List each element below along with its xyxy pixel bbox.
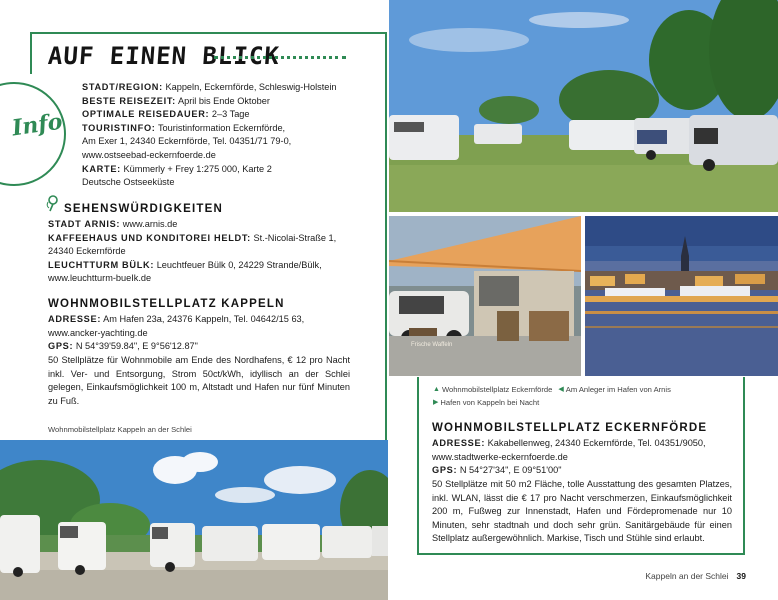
caption-arnis: Am Anleger im Hafen von Arnis [565,385,671,394]
overview-line: TOURISTINFO: Touristinformation Eckernförde, [82,122,286,133]
overview-line: Am Exer 1, 24340 Eckernförde, Tel. 04351/71 79-0, [82,136,292,147]
page-footer [645,571,746,581]
kappeln-block [48,313,348,354]
page-title: AUF EINEN BLICK [47,42,281,70]
eckernfoerde-description: 50 Stellplätze mit 50 m2 Fläche, tolle Ausstattung des gesamten Platzes, inkl. WLAN, lässt die € 17 pro Nacht verschmerzen, Einkaufsmöglichkeit 200 m, Fußweg zur Innenstadt, Hafen und Fördepromenade nur 10 Minuten, sehr stadtnah und doch sehr grün. Sanitärgebäude für einen Stellplatz außergewöhnlich. Markise, Tisch und Stühle sind erlaubt. [432,479,732,544]
sights-line: www.leuchtturm-bueIk.de [48,273,152,284]
sights-line: KAFFEEHAUS UND KONDITOREI HELDT: St.-Nicolai-Straße 1, [48,232,337,243]
sights-heading: SEHENSWÜRDIGKEITEN [64,203,223,215]
caption-kappeln-nacht: Hafen von Kappeln bei Nacht [440,398,540,407]
sights-line: STADT ARNIS: www.arnis.de [48,219,178,229]
kiosk-sign-text: Frische Waffeln [411,342,453,348]
overview-line: BESTE REISEZEIT: April bis Ende Oktober [82,95,270,106]
eckernfoerde-line: www.stadtwerke-eckernfoerde.de [432,451,568,462]
triangle-left-icon: ◀ [558,386,564,393]
triangle-right-icon: ▶ [433,399,439,406]
frame-top-line [30,32,387,34]
photo-eckernfoerde-stellplatz [389,0,778,212]
kappeln-photo-caption: Wohnmobilstellplatz Kappeln an der Schlei [48,425,192,434]
overview-block [82,81,382,190]
caption-eckernfoerde: Wohnmobilstellplatz Eckernförde [441,385,553,394]
overview-line: KARTE: Kümmerly + Frey 1:275 000, Karte 2 [82,163,272,174]
kappeln-heading: WOHNMOBILSTELLPLATZ KAPPELN [48,298,285,310]
sights-line: 24340 Eckernförde [48,246,126,257]
photo-kappeln-nacht [585,216,778,376]
title-dotted-rule [214,56,346,59]
kappeln-description: 50 Stellplätze für Wohnmobile am Ende des Nordhafens, € 12 pro Nacht inkl. Ver- und Entsorgung, Strom 50ct/kWh, idyllisch an der Schlei gelegen, Einkaufsmöglichkeit 100 m, Altstadt und Hafen nur fünf Minuten zu Fuß. [48,355,350,406]
photo-arnis-anleger [389,216,581,376]
sights-line: LEUCHTTURM BÜLK: Leuchtfeuer Bülk 0, 24229 Strande/Bülk, [48,259,322,270]
overview-line: OPTIMALE REISEDAUER: 2–3 Tage [82,109,250,120]
eckernfoerde-line: GPS: N 54°27'34", E 09°51'00" [432,465,562,476]
overview-line: STADT/REGION: Kappeln, Eckernförde, Schleswig-Holstein [82,82,337,92]
photo-kappeln-stellplatz [0,440,388,600]
overview-line: www.ostseebad-eckernfoerde.de [82,149,216,160]
frame-left-line [30,32,32,74]
eckernfoerde-block [432,437,742,478]
info-badge-label: Info [10,108,65,142]
kappeln-line: GPS: N 54°39'59.84", E 9°56'12.87" [48,341,198,352]
photo-captions [433,383,763,409]
pin-icon [45,194,61,212]
kappeln-line: www.ancker-yachting.de [48,327,148,338]
eckernfoerde-line: ADRESSE: Kakabellenweg, 24340 Eckernförde, Tel. 04351/9050, [432,438,706,448]
sights-block [48,218,378,286]
frame-right-line [385,32,387,440]
triangle-up-icon: ▲ [433,386,440,393]
page-number: 39 [736,571,746,581]
kappeln-line: ADRESSE: Am Hafen 23a, 24376 Kappeln, Tel. 04642/15 63, [48,314,305,324]
running-title: Kappeln an der Schlei [645,571,729,581]
eckernfoerde-heading: WOHNMOBILSTELLPLATZ ECKERNFÖRDE [432,422,708,434]
frame-inner-bottom-line [417,553,744,555]
frame-inner-left-line [417,377,419,554]
overview-line: Deutsche Ostseeküste [82,177,175,188]
